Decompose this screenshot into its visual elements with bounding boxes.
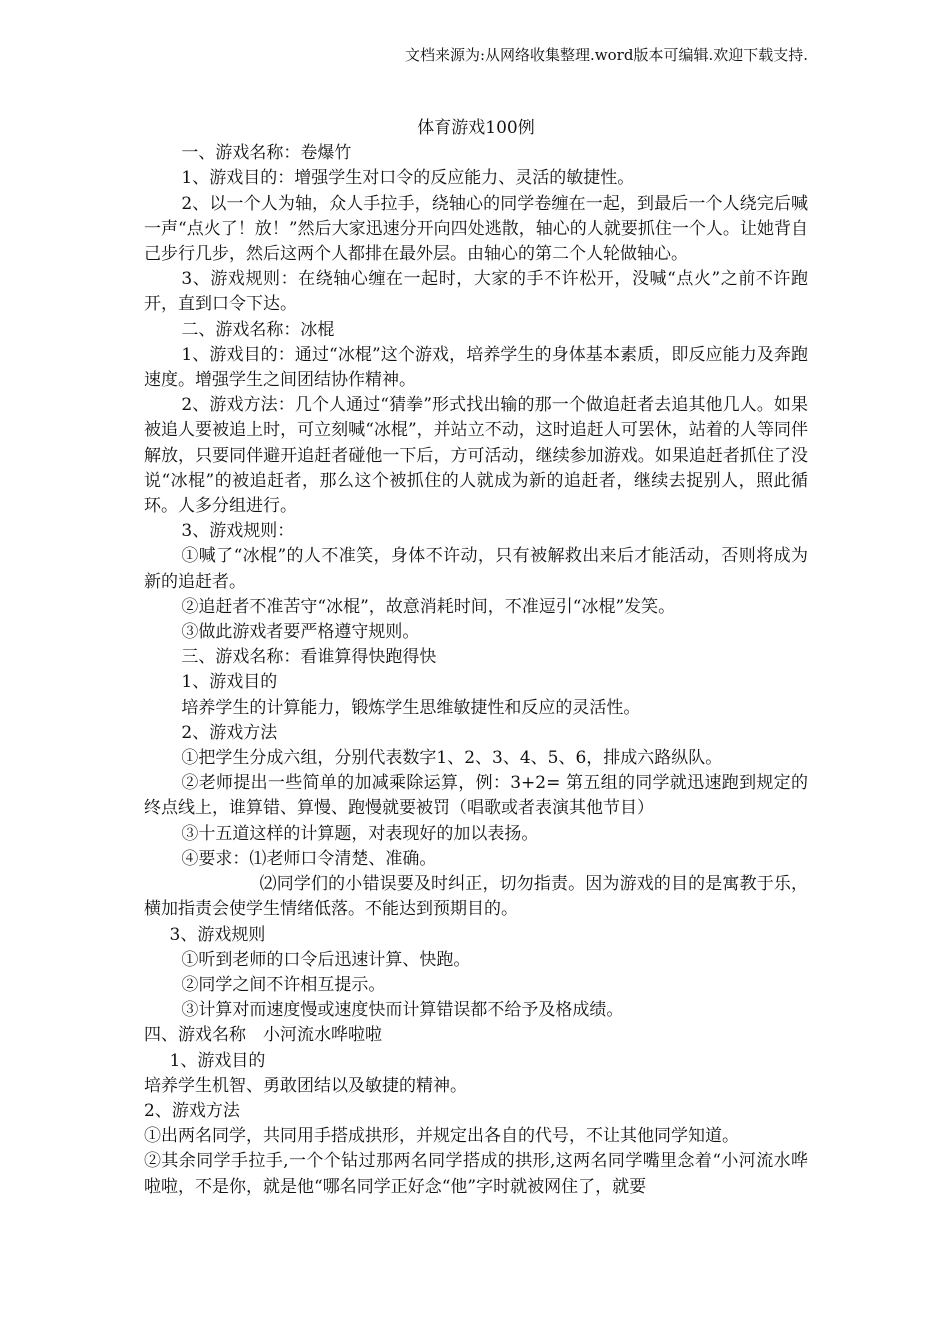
list-item: ①把学生分成六组，分别代表数字1、2、3、4、5、6，排成六路纵队。 bbox=[181, 748, 723, 769]
paragraph: 3、游戏规则：在绕轴心缠在一起时，大家的手不许松开，没喊“点火”之前不许跑开，直到口令下达。 bbox=[144, 269, 808, 315]
paragraph: 培养学生的计算能力，锻炼学生思维敏捷性和反应的灵活性。 bbox=[181, 697, 641, 718]
paragraph: 1、游戏目的：通过“冰棍”这个游戏，培养学生的身体基本素质，即反应能力及奔跑速度。增强学生之间团结协作精神。 bbox=[144, 344, 808, 391]
list-item: ④要求：⑴老师口令清楚、准确。 bbox=[181, 848, 437, 869]
list-item: ①听到老师的口令后迅速计算、快跑。 bbox=[181, 949, 471, 970]
paragraph: 3、游戏规则 bbox=[169, 924, 266, 945]
paragraph: 2、游戏方法 bbox=[144, 1100, 240, 1121]
document-body bbox=[144, 116, 808, 1200]
document-title: 体育游戏100例 bbox=[417, 118, 535, 138]
list-item: ①喊了“冰棍”的人不准笑，身体不许动，只有被解救出来后才能活动，否则将成为新的追赶者。 bbox=[144, 546, 808, 592]
section-heading: 四、游戏名称 小河流水哗啦啦 bbox=[144, 1025, 382, 1046]
list-item: ③做此游戏者要严格遵守规则。 bbox=[181, 622, 420, 643]
paragraph: 1、游戏目的 bbox=[181, 672, 278, 693]
section-heading: 三、游戏名称：看谁算得快跑得快 bbox=[181, 647, 437, 668]
paragraph: 培养学生机智、勇敢团结以及敏捷的精神。 bbox=[144, 1075, 467, 1096]
list-item: ②其余同学手拉手,一个个钻过那两名同学搭成的拱形,这两名同学嘴里念着“小河流水哗啦啦，不是你，就是他“哪名同学正好念“他”字时就被网住了，就要 bbox=[144, 1151, 808, 1197]
list-item: ②同学之间不许相互提示。 bbox=[181, 974, 386, 995]
section-heading: 二、游戏名称：冰棍 bbox=[181, 319, 335, 340]
paragraph: 2、游戏方法：几个人通过“猜拳”形式找出输的那一个做追赶者去追其他几人。如果被追人要被追上时，可立刻喊“冰棍”，并站立不动，这时追赶人可罢休，站着的人等同伴解放，只要同伴避开追赶者碰他一下后，方可活动，继续参加游戏。如果追赶者抓住了没说“冰棍”的被追赶者，那么这个被抓住的人就成为新的追赶者，继续去捉别人，照此循环。人多分组进行。 bbox=[144, 395, 808, 517]
paragraph: 3、游戏规则： bbox=[181, 521, 295, 542]
section-heading: 一、游戏名称：卷爆竹 bbox=[181, 143, 352, 164]
list-item: ⑵同学们的小错误要及时纠正，切勿指责。因为游戏的目的是寓教于乐，横加指责会使学生情绪低落。不能达到预期目的。 bbox=[144, 874, 808, 920]
header-note: 文档来源为:从网络收集整理.word版本可编辑.欢迎下载支持. bbox=[404, 46, 808, 64]
list-item: ②老师提出一些简单的加减乘除运算，例：3+2= 第五组的同学就迅速跑到规定的终点线上，谁算错、算慢、跑慢就要被罚（唱歌或者表演其他节目） bbox=[144, 773, 808, 819]
paragraph: 2、以一个人为轴，众人手拉手，绕轴心的同学卷缠在一起，到最后一个人绕完后喊一声“点火了！放！”然后大家迅速分开向四处逃散，轴心的人就要抓住一个人。让她背自己步行几步，然后这两个人都排在最外层。由轴心的第二个人轮做轴心。 bbox=[144, 193, 808, 265]
list-item: ③十五道这样的计算题，对表现好的加以表扬。 bbox=[181, 823, 539, 844]
paragraph: 1、游戏目的 bbox=[169, 1050, 266, 1071]
paragraph: 1、游戏目的：增强学生对口令的反应能力、灵活的敏捷性。 bbox=[181, 168, 635, 189]
list-item: ②追赶者不准苦守“冰棍”，故意消耗时间，不准逗引“冰棍”发笑。 bbox=[181, 596, 676, 617]
list-item: ①出两名同学，共同用手搭成拱形，并规定出各自的代号，不让其他同学知道。 bbox=[144, 1126, 739, 1147]
list-item: ③计算对而速度慢或速度快而计算错误都不给予及格成绩。 bbox=[181, 1000, 624, 1021]
paragraph: 2、游戏方法 bbox=[181, 722, 278, 743]
